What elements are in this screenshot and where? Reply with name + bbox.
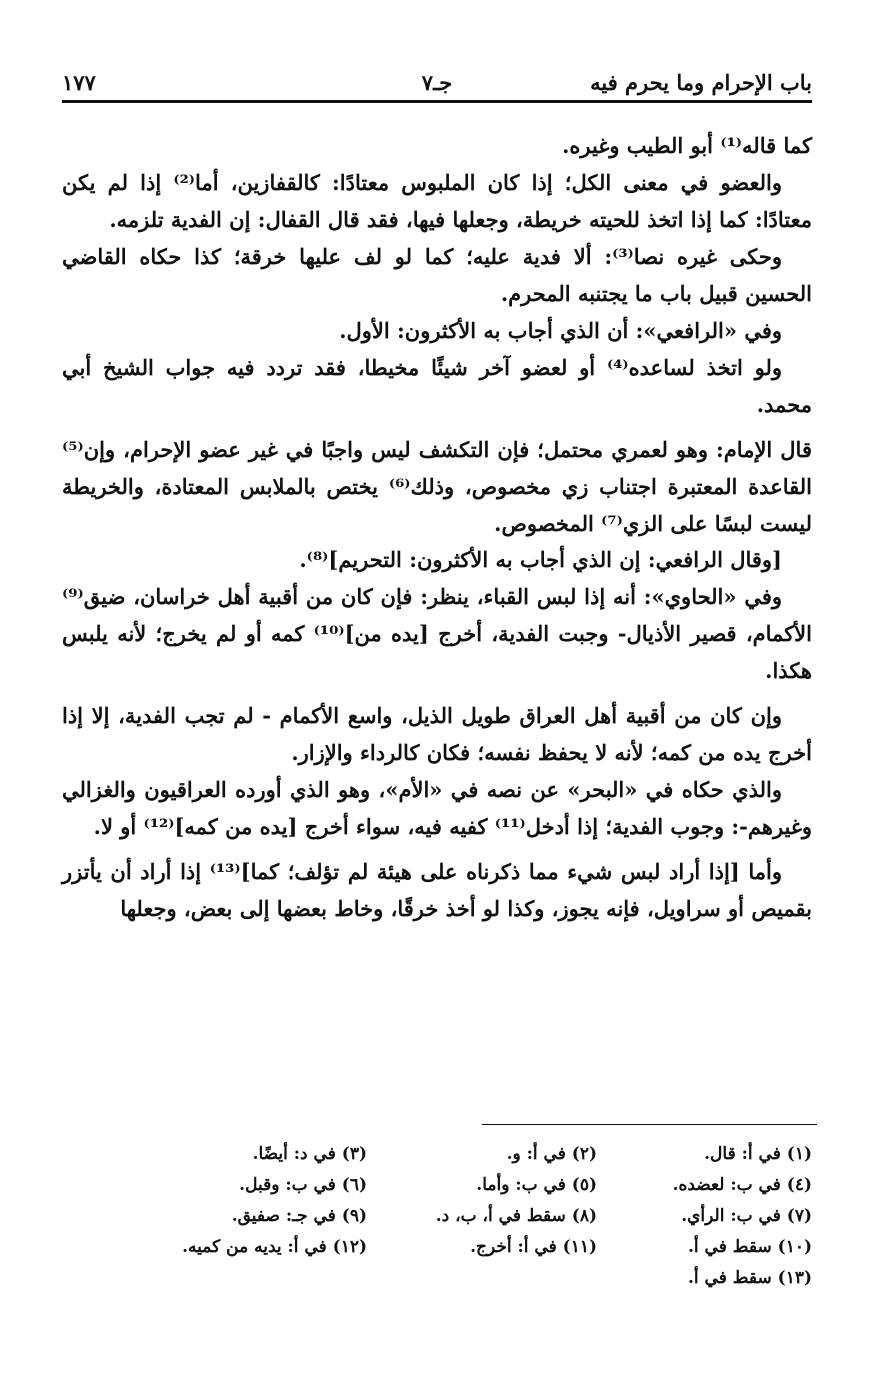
footnote: (٢) في أ: و. bbox=[506, 1143, 597, 1164]
footnote-row bbox=[62, 1262, 812, 1293]
paragraph: وأما [إذا أراد لبس شيء مما ذكرناه على هيئة لم تؤلف؛ كما]⁽¹³⁾ إذا أراد أن يأتزر بقميص أو سراويل، فإنه يجوز، وكذا لو أخذ خرقًا، وخاط بعضها إلى بعض، وجعلها bbox=[62, 859, 812, 922]
footnote: (٨) سقط في أ، ب، د. bbox=[435, 1205, 597, 1226]
paragraph: قال الإمام: وهو لعمري محتمل؛ فإن التكشف ليس واجبًا في غير عضو الإحرام، وإن⁽⁵⁾ القاعدة المعتبرة اجتناب زي مخصوص، وذلك⁽⁶⁾ يختص بالملابس المعتادة، والخريطة ليست لبسًا على الزي⁽⁷⁾ المخصوص. bbox=[62, 436, 812, 536]
footnote: (٥) في ب: وأما. bbox=[476, 1174, 597, 1195]
body-text bbox=[62, 128, 812, 928]
paragraph: كما قاله⁽¹⁾ أبو الطيب وغيره. bbox=[562, 133, 812, 158]
footnote: (١) في أ: قال. bbox=[704, 1143, 812, 1164]
footnote: (١٣) سقط في أ. bbox=[687, 1267, 812, 1288]
footnote: (٩) في جـ: صفيق. bbox=[231, 1205, 367, 1226]
footnote: (٦) في ب: وقبل. bbox=[239, 1174, 367, 1195]
footnote-divider bbox=[482, 1124, 817, 1125]
page-header bbox=[62, 62, 812, 102]
paragraph: [وقال الرافعي: إن الذي أجاب به الأكثرون: التحريم]⁽⁸⁾. bbox=[299, 547, 782, 573]
paragraph: والذي حكاه في «البحر» عن نصه في «الأم»، وهو الذي أورده العراقيون والغزالي وغيرهم-: وجوب الفدية؛ إذا أدخل⁽¹¹⁾ كفيه فيه، سواء أخرج [يده من كمه]⁽¹²⁾ أو لا. bbox=[62, 777, 812, 840]
footnote: (١١) في أ: أخرج. bbox=[470, 1236, 597, 1257]
paragraph: والعضو في معنى الكل؛ إذا كان الملبوس معتادًا: كالقفازين، أما⁽²⁾ إذا لم يكن معتادًا: كما إذا اتخذ للحيته خريطة، وجعلها فيها، فقد قال القفال: إن الفدية تلزمه. bbox=[62, 169, 812, 232]
footnote: (٤) في ب: لعضده. bbox=[672, 1174, 812, 1195]
footnote-row bbox=[62, 1231, 812, 1262]
footnote: (٧) في ب: الرأي. bbox=[681, 1205, 812, 1226]
paragraph: وفي «الحاوي»: أنه إذا لبس القباء، ينظر: فإن كان من أقبية أهل خراسان، ضيق⁽⁹⁾ الأكمام، قصير الأذيال- وجبت الفدية، أخرج [يده من]⁽¹⁰⁾ كمه أو لم يخرج؛ لأنه يلبس هكذا. bbox=[62, 584, 812, 684]
chapter-title: باب الإحرام وما يحرم فيه bbox=[590, 69, 812, 95]
paragraph: وإن كان من أقبية أهل العراق طويل الذيل، واسع الأكمام - لم تجب الفدية، إلا إذا أخرج يده من كمه؛ لأنه لا يحفظ نفسه؛ فكان كالرداء والإزار. bbox=[62, 703, 812, 766]
paragraph: وحكى غيره نصا⁽³⁾: ألا فدية عليه؛ كما لو لف عليها خرقة؛ كذا حكاه القاضي الحسين قبيل باب ما يجتنبه المحرم. bbox=[62, 243, 812, 306]
page-number: ١٧٧ bbox=[62, 69, 96, 95]
volume-label: جـ٧ bbox=[421, 69, 453, 95]
header-divider bbox=[62, 100, 812, 103]
footnote: (٣) في د: أيضًا. bbox=[252, 1143, 367, 1164]
footnote: (١٠) سقط في أ. bbox=[687, 1236, 812, 1257]
footnote-row bbox=[62, 1138, 812, 1169]
footnote-row bbox=[62, 1200, 812, 1231]
paragraph: وفي «الرافعي»: أن الذي أجاب به الأكثرون: الأول. bbox=[339, 317, 782, 343]
footnote-row bbox=[62, 1169, 812, 1200]
paragraph: ولو اتخذ لساعده⁽⁴⁾ أو لعضو آخر شيئًا مخيطا، فقد تردد فيه جواب الشيخ أبي محمد. bbox=[62, 354, 812, 417]
footnote: (١٢) في أ: يديه من كميه. bbox=[182, 1236, 367, 1257]
footnotes bbox=[62, 1138, 812, 1293]
